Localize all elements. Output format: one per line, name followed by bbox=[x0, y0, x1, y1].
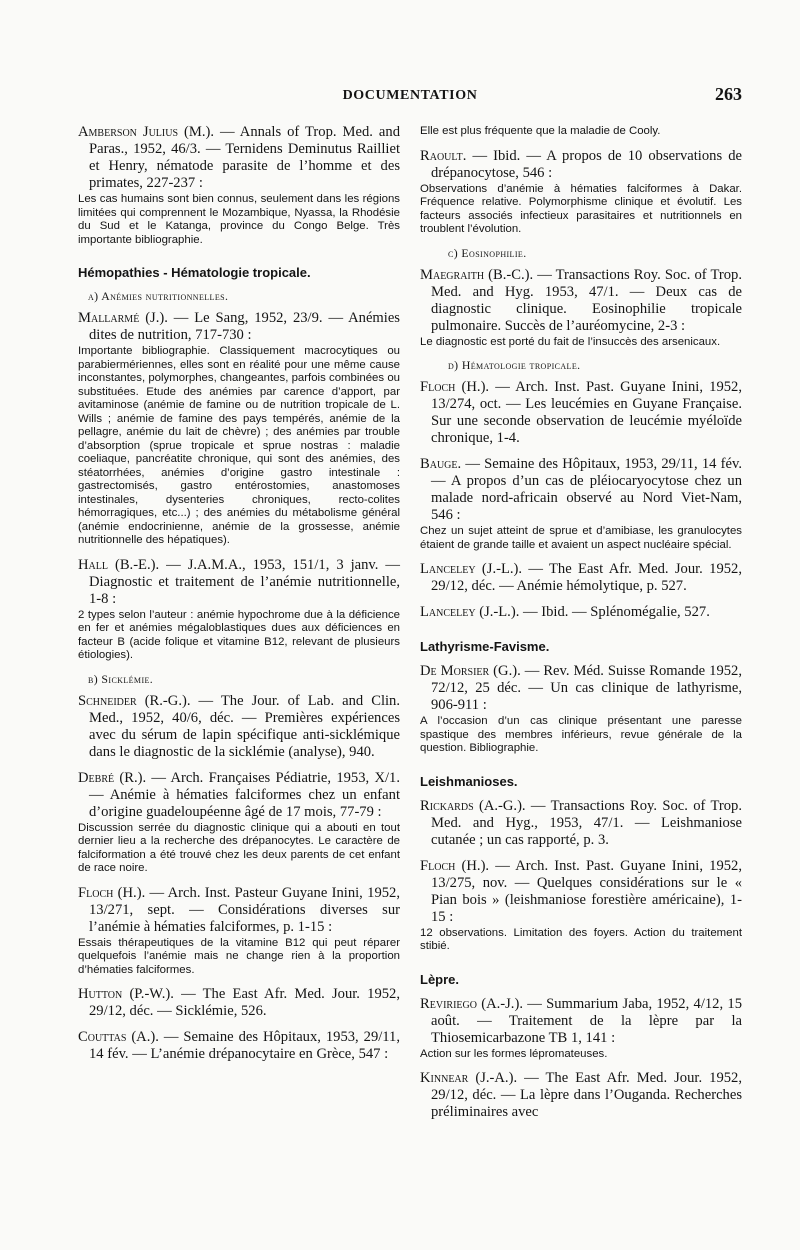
author-name: De Morsier (G.). bbox=[420, 663, 521, 679]
section-heading: Lèpre. bbox=[420, 971, 460, 987]
citation-text: — Semaine des Hôpitaux, 1953, 29/11, 14 fév. — L’anémie drépanocytaire en Grèce, 547 : bbox=[89, 1029, 400, 1062]
bibliography-entry bbox=[78, 1029, 400, 1063]
subsection-heading: c) Eosinophilie. bbox=[448, 245, 527, 260]
right-column bbox=[420, 124, 742, 1130]
author-name: Rickards (A.-G.). bbox=[420, 797, 526, 814]
author-name: Hutton (P.-W.). bbox=[78, 986, 174, 1002]
author-name: Schneider (R.-G.). bbox=[78, 692, 191, 709]
citation-text: — J.A.M.A., 1953, 151/1, 3 janv. — Diagnostic et traitement de l’anémie nutritionnelle, 1-8 : bbox=[89, 556, 400, 607]
citation-text: — The East Afr. Med. Jour. 1952, 29/12, déc. — Anémie hémolytique, p. 527. bbox=[431, 561, 742, 594]
section-heading: Hémopathies - Hématologie tropicale. bbox=[78, 265, 311, 280]
citation bbox=[420, 996, 742, 1047]
citation-text: — The East Afr. Med. Jour. 1952, 29/12, déc. — Sicklémie, 526. bbox=[89, 986, 400, 1019]
bibliography-entry bbox=[420, 996, 742, 1062]
author-name: Raoult. bbox=[420, 147, 467, 164]
citation bbox=[78, 885, 400, 936]
abstract-note: Importante bibliographie. Classiquement macrocytiques ou parabiermériennes, elles sont en réalité pour une même cause inconstantes, polymorphes, changeantes, parfois combinées ou substituées. Etude des anémies par carence d’apport, par avitaminose (anémie de famine ou de nutrition tropicale de L. Wills ; anémie de famine des pays tempérés, anémie de la pellagre, anémie du lait de chèvre) ; des anémies par trouble d’absorption (sprue tropicale et sprue nostras : maladie coeliaque, pancréatite chronique, qui sont des anémies, des stéatorrhées, anémies d’origine gastro intestinale : gastrectomisés, gastro entérostomies, anastomoses intestinales, dysenteries chroniques, recto-colites hémorragiques, etc...) ; des anémies du métabolisme général (anémie endocrinienne, anémie de la grossesse, anémie nutritionnelle des hépatiques). bbox=[78, 345, 400, 546]
citation bbox=[78, 557, 400, 608]
author-name: Couttas (A.). bbox=[78, 1029, 159, 1045]
bibliography-entry bbox=[420, 456, 742, 552]
abstract-note: Essais thérapeutiques de la vitamine B12 qui peut réparer quelquefois l’anémie mais ne change rien à la proportion d’hématies falciformes. bbox=[78, 936, 400, 976]
citation bbox=[420, 798, 742, 849]
bibliography-entry bbox=[420, 798, 742, 849]
citation bbox=[420, 858, 742, 926]
abstract-note: Action sur les formes lépromateuses. bbox=[420, 1047, 608, 1060]
citation bbox=[78, 693, 400, 761]
bibliography-entry bbox=[420, 1070, 742, 1121]
citation bbox=[420, 267, 742, 335]
bibliography-entry bbox=[78, 124, 400, 247]
abstract-note: A l’occasion d’un cas clinique présentant une paresse spastique des membres inférieurs, revue générale de la question. Bibliographie. bbox=[420, 715, 742, 754]
citation-text: — Arch. Inst. Past. Guyane Inini, 1952, 13/275, nov. — Quelques considérations sur le « Pian bois » (leishmaniose forestière américaine), 1-15 : bbox=[431, 857, 742, 925]
citation bbox=[420, 1070, 742, 1121]
bibliography-entry bbox=[420, 561, 742, 595]
subsection-heading: a) Anémies nutritionnelles. bbox=[88, 289, 229, 303]
abstract-note: Chez un sujet atteint de sprue et d’amibiase, les granulocytes étaient de grande taille et avaient un aspect nucléaire spécial. bbox=[420, 525, 742, 551]
bibliography-entry bbox=[78, 770, 400, 876]
author-name: Hall (B.-E.). bbox=[78, 556, 160, 573]
subsection-heading: d) Hématologie tropicale. bbox=[448, 358, 581, 372]
bibliography-entry bbox=[420, 148, 742, 237]
citation bbox=[78, 124, 400, 192]
citation bbox=[420, 148, 742, 182]
citation-text: — Annals of Trop. Med. and Paras., 1952, 46/3. — Ternidens Deminutus Railliet et Henry, nématode parasite de l’homme et des primates, 227-237 : bbox=[89, 124, 400, 191]
section-heading: Leishmanioses. bbox=[420, 773, 518, 789]
author-name: Mallarmé (J.). bbox=[78, 310, 168, 326]
abstract-note: Observations d’anémie à hématies falciformes à Dakar. Fréquence relative. Polymorphisme clinique et évolutif. Les facteurs associés infectieux parasitaires et nutritionnels en troublent l’évolution. bbox=[420, 182, 742, 235]
bibliography-entry bbox=[78, 885, 400, 978]
author-name: Amberson Julius (M.). bbox=[78, 124, 214, 140]
abstract-note: 12 observations. Limitation des foyers. Action du traitement stibié. bbox=[420, 926, 742, 952]
author-name: Maegraith (B.-C.). bbox=[420, 266, 534, 283]
citation bbox=[420, 561, 742, 595]
bibliography-entry bbox=[420, 267, 742, 350]
author-name: Kinnear (J.-A.). bbox=[420, 1070, 518, 1086]
citation-text: — The East Afr. Med. Jour. 1952, 29/12, déc. — La lèpre dans l’Ouganda. Recherches préliminaires avec bbox=[431, 1070, 742, 1120]
author-name: Lanceley (J.-L.). bbox=[420, 604, 520, 620]
citation-text: — Rev. Méd. Suisse Romande 1952, 72/12, 25 déc. — Un cas clinique de lathyrisme, 906-911 : bbox=[431, 663, 742, 713]
citation bbox=[78, 770, 400, 821]
citation bbox=[78, 1029, 400, 1063]
author-name: Floch (H.). bbox=[420, 379, 490, 395]
subsection-heading: b) Sicklémie. bbox=[88, 671, 154, 686]
citation bbox=[78, 986, 400, 1020]
author-name: Floch (H.). bbox=[420, 857, 490, 874]
page-header bbox=[78, 84, 742, 114]
citation-text: — Ibid. — Splénomégalie, 527. bbox=[519, 604, 710, 620]
bibliography-entry bbox=[420, 125, 742, 139]
citation-text: — Summarium Jaba, 1952, 4/12, 15 août. — Traitement de la lèpre par la Thiosemicarbazone TB 1, 141 : bbox=[431, 995, 742, 1046]
running-head: DOCUMENTATION bbox=[342, 88, 478, 103]
bibliography-entry bbox=[420, 858, 742, 954]
citation-text: — Arch. Inst. Pasteur Guyane Inini, 1952, 13/271, sept. — Considérations diverses sur l’anémie à hématies falciformes, p. 1-15 : bbox=[89, 884, 400, 935]
author-name: Bauge. bbox=[420, 456, 462, 472]
citation bbox=[420, 456, 742, 524]
citation-text: — Transactions Roy. Soc. of Trop. Med. and Hyg. 1953, 47/1. — Deux cas de diagnostic clinique. Eosinophilie tropicale pulmonaire. Succès de l’auréomycine, 2-3 : bbox=[431, 266, 742, 334]
citation bbox=[420, 604, 742, 621]
section-heading: Lathyrisme-Favisme. bbox=[420, 639, 550, 654]
citation-text: — Arch. Inst. Past. Guyane Inini, 1952, 13/274, oct. — Les leucémies en Guyane Française. Sur une seconde observation de leucémie myéloïde chronique, 1-4. bbox=[431, 379, 742, 446]
bibliography-entry bbox=[78, 310, 400, 548]
page-number: 263 bbox=[715, 84, 742, 104]
bibliography-entry bbox=[78, 986, 400, 1020]
abstract-note: Elle est plus fréquente que la maladie de Cooly. bbox=[420, 125, 661, 137]
citation-text: — Le Sang, 1952, 23/9. — Anémies dites de nutrition, 717-730 : bbox=[89, 310, 400, 343]
abstract-note: Les cas humains sont bien connus, seulement dans les régions limitées qui comprennent le Mozambique, Nyassa, la Rhodésie du Sud et le Katanga, province du Congo Belge. Très importante bibliographie. bbox=[78, 193, 400, 246]
citation bbox=[78, 310, 400, 344]
bibliography-entry bbox=[420, 663, 742, 756]
left-column bbox=[78, 124, 400, 1072]
abstract-note: Le diagnostic est porté du fait de l’insuccès des arsenicaux. bbox=[420, 335, 721, 348]
bibliography-entry bbox=[420, 604, 742, 621]
author-name: Debré (R.). bbox=[78, 769, 147, 786]
citation bbox=[420, 663, 742, 714]
abstract-note: 2 types selon l’auteur : anémie hypochrome due à la déficience en fer et anémies mégaloblastiques dues aux déficiences en facteur B (acide folique et vitamine B12, relevant de plusieurs étiologies). bbox=[78, 608, 400, 661]
abstract-note: Discussion serrée du diagnostic clinique qui a abouti en tout dernier lieu a la recherche des drépanocytes. Le caractère de falciformation a été trouvé chez les deux parents de cet enfant de race noire. bbox=[78, 821, 400, 874]
citation-text: — Semaine des Hôpitaux, 1953, 29/11, 14 fév. — A propos d’un cas de pléiocaryocytose chez un malade nord-africain observé au Nord Viet-Nam, 546 : bbox=[431, 456, 742, 523]
citation bbox=[420, 379, 742, 447]
bibliography-entry bbox=[78, 557, 400, 663]
citation-text: — Transactions Roy. Soc. of Trop. Med. and Hyg., 1953, 47/1. — Leishmaniose cutanée ; un cas rapporté, p. 3. bbox=[431, 797, 742, 848]
author-name: Reviriego (A.-J.). bbox=[420, 995, 523, 1012]
bibliography-entry bbox=[420, 379, 742, 447]
author-name: Lanceley (J.-L.). bbox=[420, 561, 523, 577]
citation-text: — Ibid. — A propos de 10 observations de drépanocytose, 546 : bbox=[431, 147, 742, 181]
author-name: Floch (H.). bbox=[78, 884, 146, 901]
bibliography-entry bbox=[78, 693, 400, 761]
citation-text: — Arch. Françaises Pédiatrie, 1953, X/1. — Anémie à hématies falciformes chez un enfant d’origine guadeloupéenne âgé de 17 mois, 77-79 : bbox=[89, 769, 400, 820]
citation-text: — The Jour. of Lab. and Clin. Med., 1952, 40/6, déc. — Premières expériences avec du sérum de lapin spécifique anti-sicklémique dans le diagnostic de la sicklémie (analyse), 940. bbox=[89, 692, 400, 760]
